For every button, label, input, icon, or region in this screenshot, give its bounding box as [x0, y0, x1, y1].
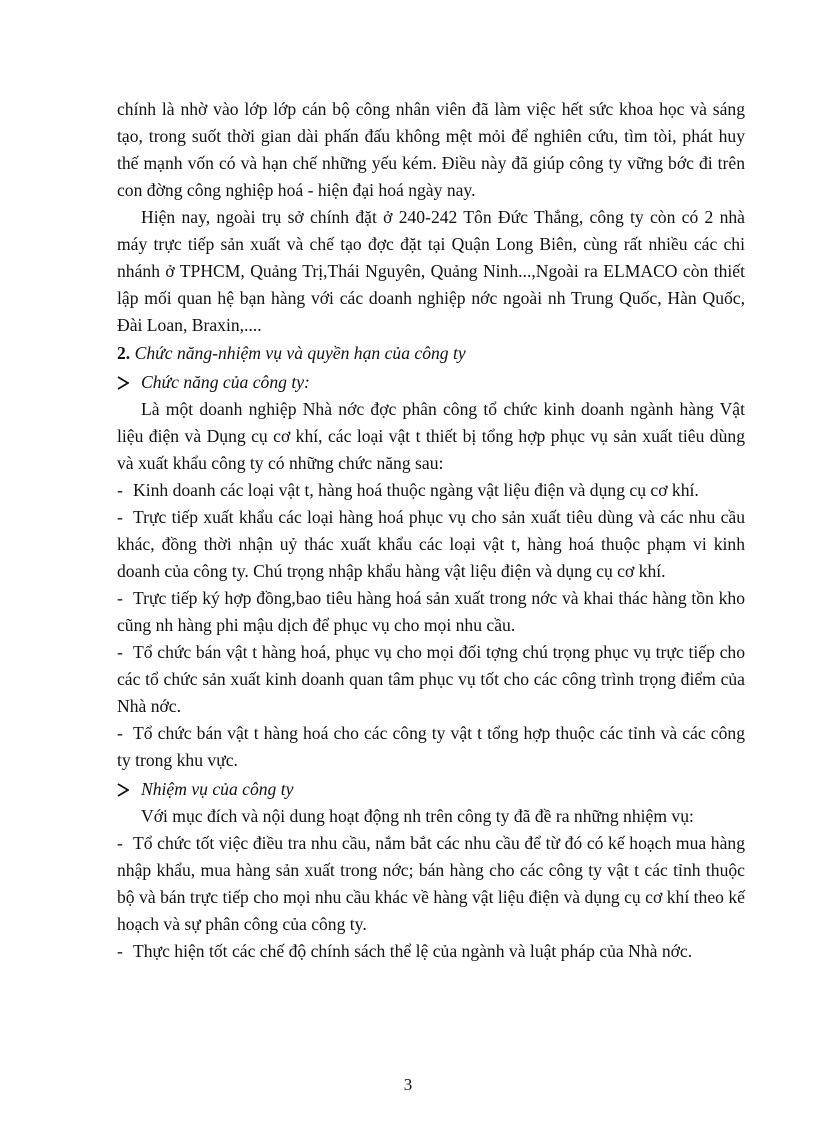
functions-heading: [117, 369, 745, 396]
function-item: - Kinh doanh các loại vật t, hàng hoá thuộc ngàng vật liệu điện và dụng cụ cơ khí.: [117, 480, 699, 500]
page-number: 3: [403, 1075, 413, 1094]
paragraph-intro: chính là nhờ vào lớp lớp cán bộ công nhân viên đã làm việc hết sức khoa học và sáng tạo, trong suốt thời gian dài phấn đấu không mệt mỏi để nghiên cứu, tìm tòi, phát huy thế mạnh vốn có và hạn chế những yếu kém. Điều này đã giúp công ty vững bớc đi trên con đờng công nghiệp hoá - hiện đại hoá ngày nay.: [117, 99, 745, 200]
section-number: 2.: [117, 343, 131, 363]
task-item: - Thực hiện tốt các chế độ chính sách thể lệ của ngành và luật pháp của Nhà nớc.: [117, 941, 693, 961]
arrow-bullet-icon: [117, 783, 129, 797]
task-item: - Tổ chức tốt việc điều tra nhu cầu, nắm bắt các nhu cầu để từ đó có kế hoạch mua hàng nhập khẩu, mua hàng sản xuất trong nớc; bán hàng cho các công ty vật t các tỉnh thuộc bộ và bán trực tiếp cho mọi nhu cầu khác về hàng vật liệu điện và dụng cụ cơ khí theo kế hoạch và sự phân công của công ty.: [117, 833, 745, 934]
functions-heading-text: Chức năng của công ty:: [141, 372, 310, 392]
document-body: [117, 96, 745, 965]
section-2-heading: [117, 340, 745, 367]
function-item: - Tổ chức bán vật t hàng hoá cho các công ty vật t tổng hợp thuộc các tỉnh và các công ty trong khu vực.: [117, 723, 745, 770]
tasks-heading-text: Nhiệm vụ của công ty: [141, 779, 294, 799]
function-item: - Trực tiếp ký hợp đồng,bao tiêu hàng hoá sản xuất trong nớc và khai thác hàng tồn kho cũng nh hàng phi mậu dịch để phục vụ cho mọi nhu cầu.: [117, 588, 745, 635]
arrow-bullet-icon: [117, 376, 129, 390]
paragraph-current-status: Hiện nay, ngoài trụ sở chính đặt ở 240-242 Tôn Đức Thắng, công ty còn có 2 nhà máy trực tiếp sản xuất và chế tạo đợc đặt tại Quận Long Biên, cùng rất nhiều các chi nhánh ở TPHCM, Quảng Trị,Thái Nguyên, Quảng Ninh...,Ngoài ra ELMACO còn thiết lập mối quan hệ bạn hàng với các doanh nghiệp nớc ngoài nh Trung Quốc, Hàn Quốc, Đài Loan, Braxin,....: [117, 207, 745, 335]
tasks-intro: Với mục đích và nội dung hoạt động nh trên công ty đã đề ra những nhiệm vụ:: [141, 806, 694, 826]
function-item: - Trực tiếp xuất khẩu các loại hàng hoá phục vụ cho sản xuất tiêu dùng và các nhu cầu khác, đồng thời nhận uỷ thác xuất khẩu các loại vật t, hàng hoá thuộc phạm vi kinh doanh của công ty. Chú trọng nhập khẩu hàng vật liệu điện và dụng cụ cơ khí.: [117, 507, 745, 581]
section-title: Chức năng-nhiệm vụ và quyền hạn của công ty: [134, 343, 466, 363]
function-item: - Tổ chức bán vật t hàng hoá, phục vụ cho mọi đối tợng chú trọng phục vụ trực tiếp cho các tổ chức sản xuất kinh doanh quan tâm phục vụ tốt cho các công trình trọng điểm của Nhà nớc.: [117, 642, 745, 716]
tasks-heading: [117, 776, 745, 803]
functions-intro: Là một doanh nghiệp Nhà nớc đợc phân công tổ chức kinh doanh ngành hàng Vật liệu điện và Dụng cụ cơ khí, các loại vật t thiết bị tổng hợp phục vụ sản xuất tiêu dùng và xuất khẩu công ty có những chức năng sau:: [117, 399, 745, 473]
